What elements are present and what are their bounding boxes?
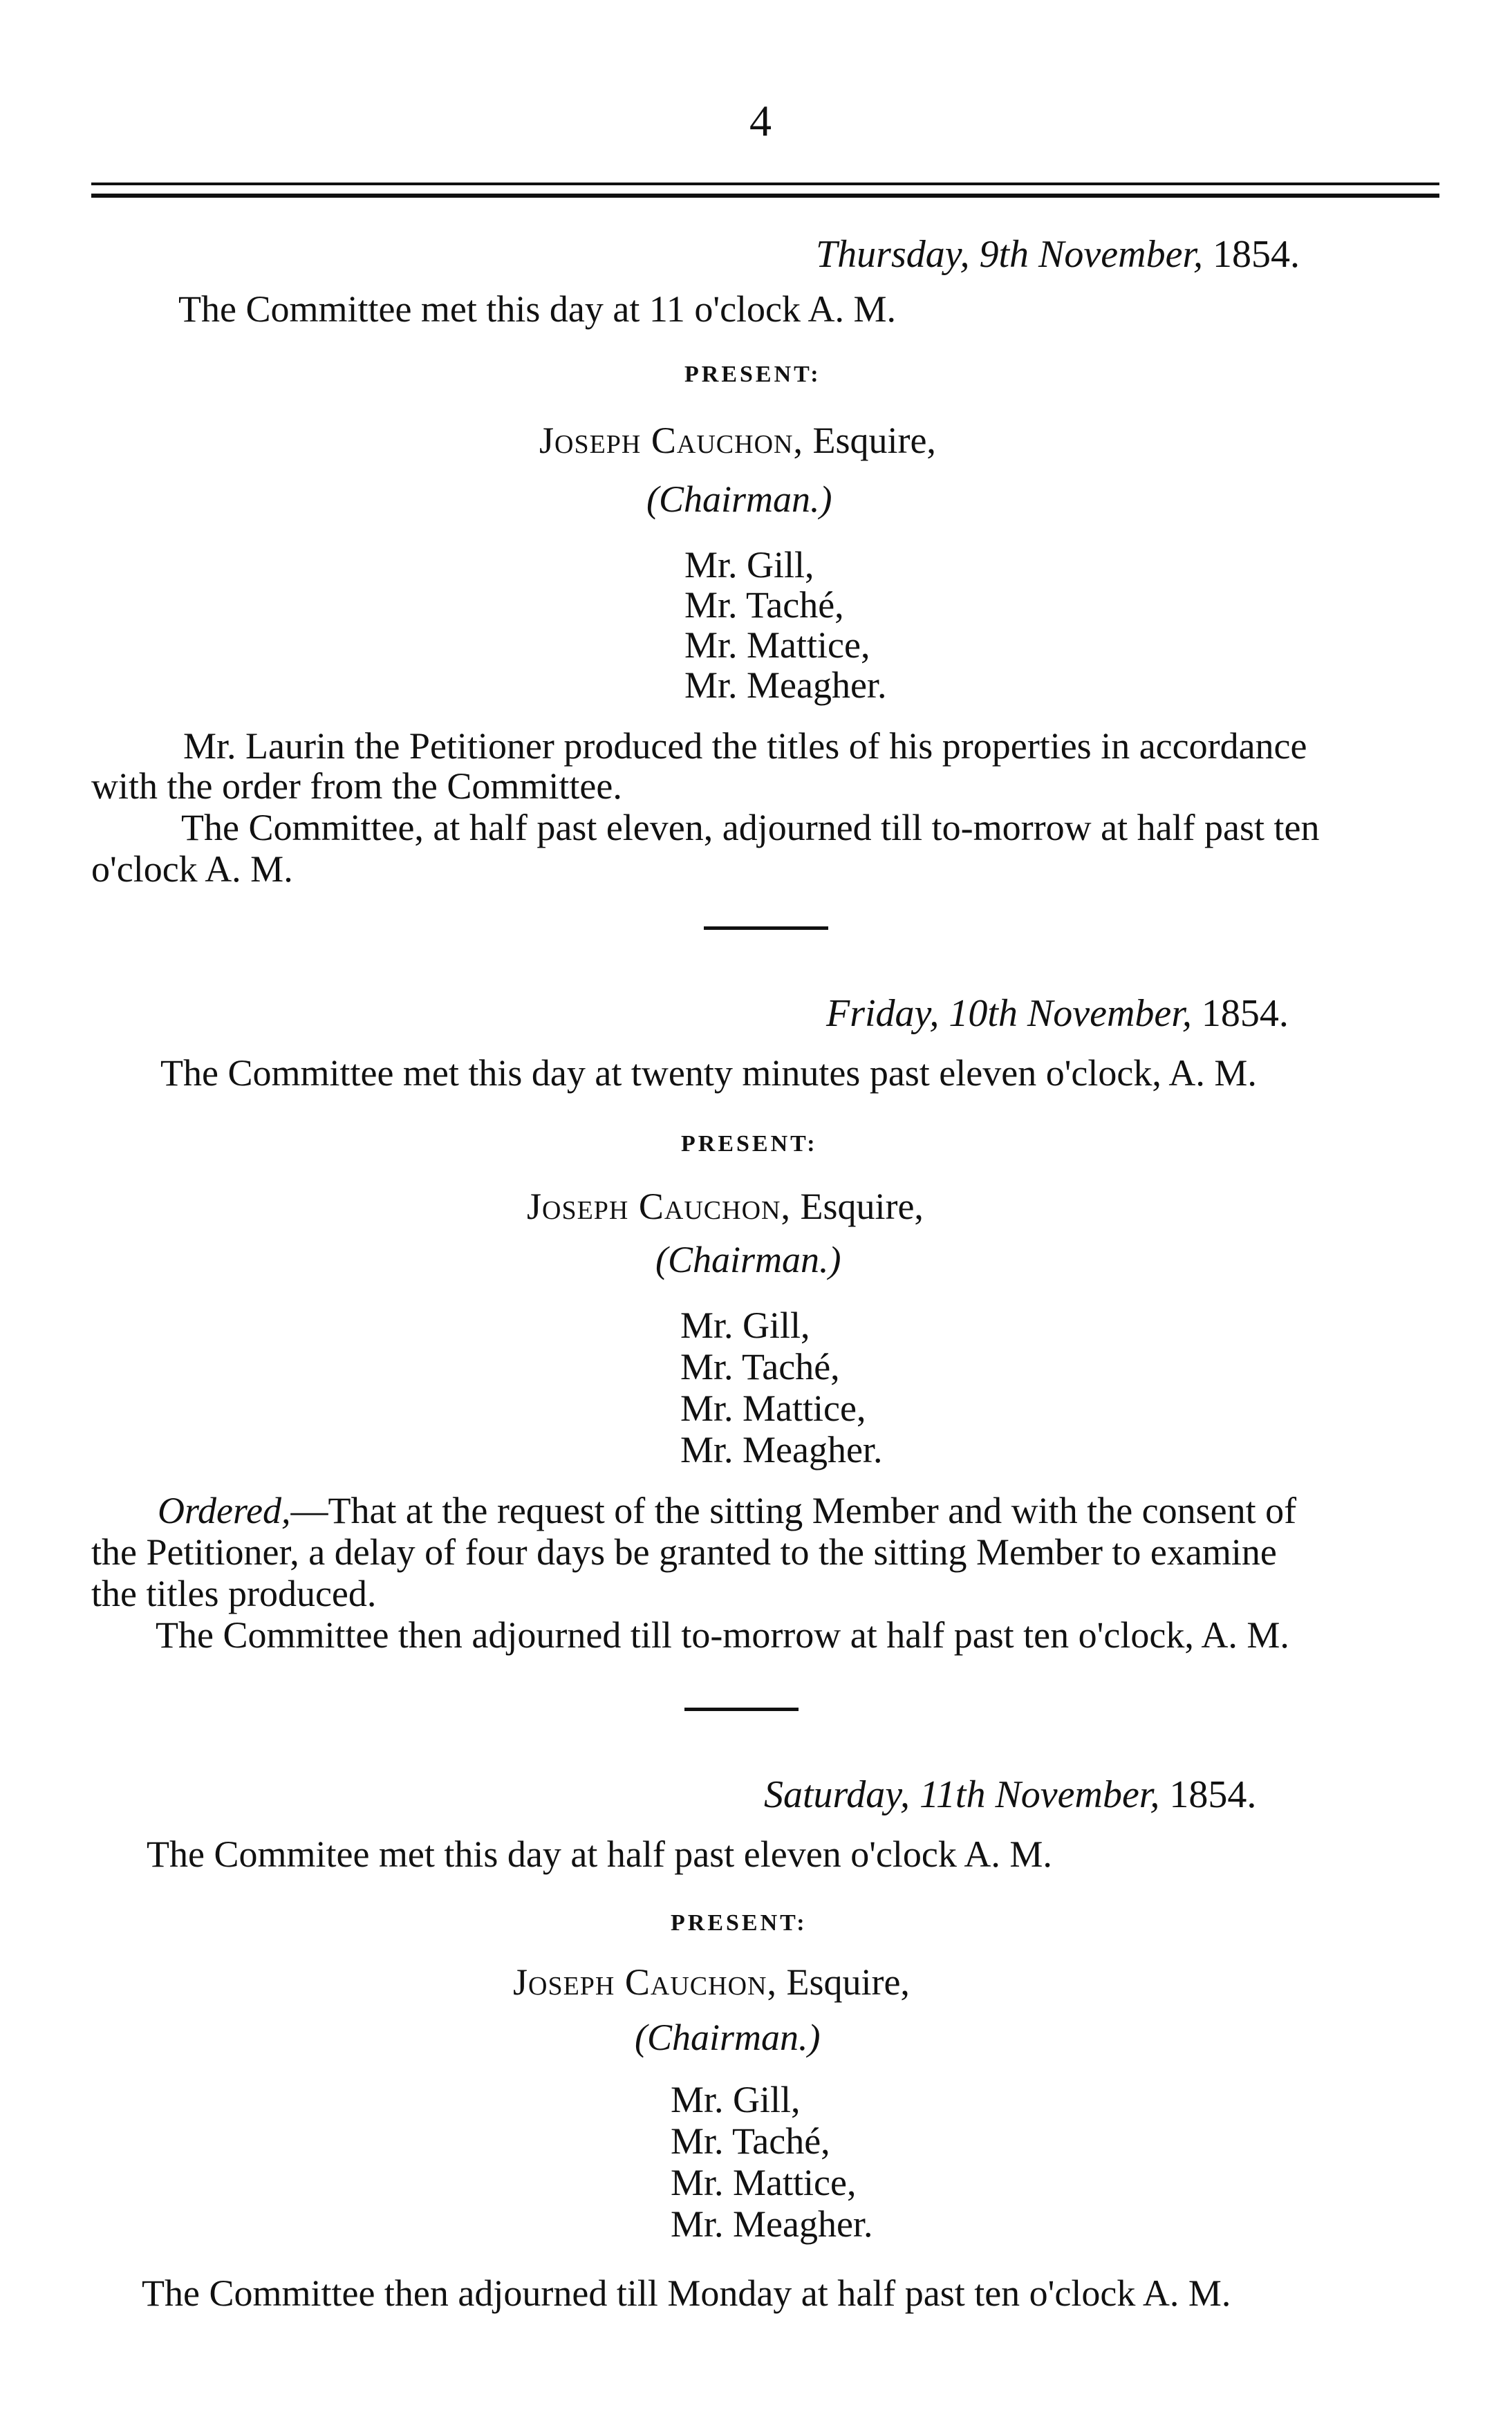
- section-1-opening: The Committee met this day at 11 o'clock A. M.: [178, 288, 897, 330]
- chairman-suffix: Esquire,: [786, 1961, 910, 2003]
- date-rest: 9th November,: [979, 233, 1204, 276]
- chairman-name: Joseph Cauchon,: [527, 1186, 791, 1227]
- date-year: 1854.: [1169, 1773, 1257, 1816]
- section-1-chairman: [539, 422, 936, 459]
- section-3-member: Mr. Gill,: [671, 2079, 801, 2120]
- section-1-date: [816, 235, 1300, 274]
- date-year: 1854.: [1213, 233, 1300, 276]
- section-2-body-line: The Committee then adjourned till to-morrow at half past ten o'clock, A. M.: [156, 1614, 1289, 1656]
- section-1-member: Mr. Gill,: [684, 544, 814, 586]
- section-1-member: Mr. Taché,: [684, 584, 844, 626]
- section-3-body-line: The Committee then adjourned till Monday at half past ten o'clock A. M.: [142, 2272, 1231, 2314]
- section-1-body-line: with the order from the Committee.: [91, 765, 622, 807]
- page-number: 4: [749, 96, 772, 145]
- section-1-body-line: o'clock A. M.: [91, 848, 293, 890]
- section-2-member: Mr. Mattice,: [680, 1388, 866, 1429]
- chairman-suffix: Esquire,: [812, 420, 936, 461]
- chairman-suffix: Esquire,: [800, 1186, 924, 1227]
- section-1-body-line: The Committee, at half past eleven, adjourned till to-morrow at half past ten: [181, 807, 1320, 848]
- section-2-opening: The Committee met this day at twenty minutes past eleven o'clock, A. M.: [160, 1052, 1257, 1094]
- chairman-name: Joseph Cauchon,: [539, 420, 803, 461]
- section-2-member: Mr. Taché,: [680, 1346, 840, 1388]
- section-3-present-label: PRESENT:: [671, 1910, 808, 1936]
- section-3-opening: The Commitee met this day at half past eleven o'clock A. M.: [147, 1833, 1052, 1875]
- section-3-member: Mr. Meagher.: [671, 2203, 873, 2245]
- date-day: Saturday,: [764, 1773, 911, 1816]
- section-2-body-line: the titles produced.: [91, 1573, 377, 1614]
- section-2-member: Mr. Meagher.: [680, 1429, 883, 1470]
- date-rest: 10th November,: [949, 992, 1192, 1035]
- section-3-chairman: [513, 1963, 910, 2001]
- ordered-label: Ordered,: [158, 1490, 291, 1531]
- date-rest: 11th November,: [920, 1773, 1160, 1816]
- date-year: 1854.: [1201, 992, 1289, 1035]
- chairman-name: Joseph Cauchon,: [513, 1961, 777, 2003]
- section-1-member: Mr. Meagher.: [684, 664, 887, 706]
- section-3-chairman-role: (Chairman.): [635, 2017, 821, 2058]
- section-separator: [684, 1708, 799, 1711]
- ordered-text: —That at the request of the sitting Member and with the consent of: [290, 1490, 1297, 1531]
- section-2-body-line: [158, 1492, 1296, 1529]
- date-day: Friday,: [826, 992, 940, 1035]
- section-2-body-line: the Petitioner, a delay of four days be granted to the sitting Member to examine: [91, 1531, 1277, 1573]
- section-3-date: [764, 1775, 1256, 1814]
- section-2-chairman: [527, 1188, 924, 1225]
- section-3-member: Mr. Taché,: [671, 2120, 830, 2162]
- section-1-member: Mr. Mattice,: [684, 624, 870, 666]
- section-1-body-line: Mr. Laurin the Petitioner produced the titles of his properties in accordance: [183, 725, 1307, 767]
- section-1-chairman-role: (Chairman.): [646, 478, 832, 520]
- date-day: Thursday,: [816, 233, 970, 276]
- header-rule-bottom: [91, 194, 1439, 198]
- section-1-present-label: PRESENT:: [684, 362, 821, 387]
- header-rule-top: [91, 183, 1439, 185]
- section-2-date: [826, 994, 1289, 1033]
- section-2-present-label: PRESENT:: [681, 1131, 818, 1157]
- section-2-chairman-role: (Chairman.): [655, 1239, 841, 1280]
- section-3-member: Mr. Mattice,: [671, 2162, 857, 2203]
- section-separator: [704, 926, 828, 930]
- section-2-member: Mr. Gill,: [680, 1305, 810, 1346]
